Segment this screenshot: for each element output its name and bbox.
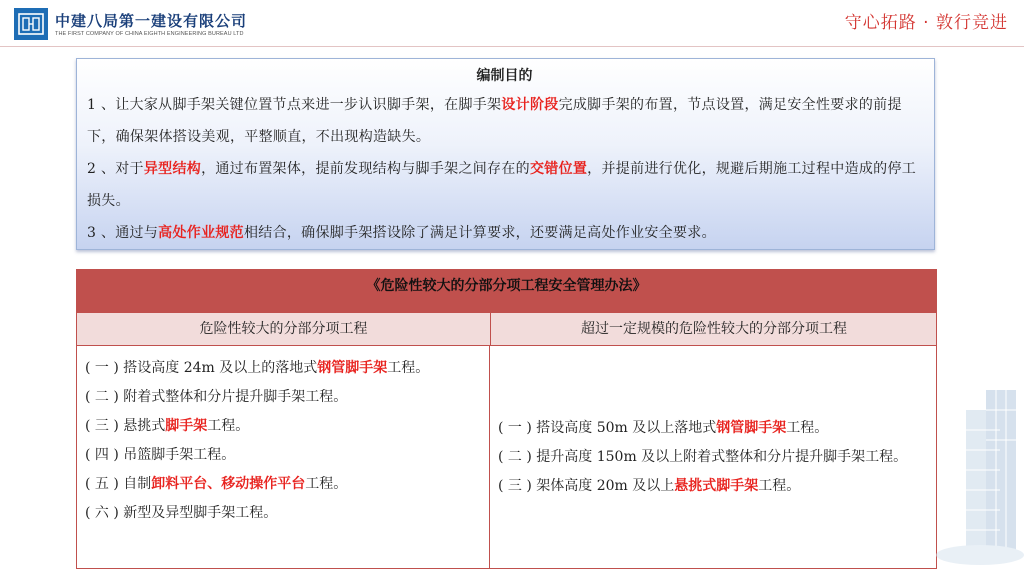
table-cell-col1 (77, 346, 490, 569)
item-text: 工程。 (786, 420, 829, 436)
list-item (85, 383, 479, 412)
list-item (498, 414, 926, 443)
item-text: 工程。 (387, 360, 430, 376)
item-text: ( 六 ) 新型及异型脚手架工程。 (85, 505, 278, 521)
item-highlight: 钢管脚手架 (317, 360, 388, 376)
cscec-logo-icon (14, 8, 48, 40)
item-text: ( 一 ) 搭设高度 24m 及以上的落地式 (85, 360, 318, 376)
item-text: ( 五 ) 自制 (85, 476, 152, 492)
regulation-table (76, 269, 937, 569)
list-item (498, 443, 926, 472)
item-text: ( 一 ) 搭设高度 50m 及以上落地式 (498, 420, 717, 436)
item-text: 工程。 (207, 418, 250, 434)
purpose-highlight: 异型结构 (143, 161, 202, 177)
purpose-title: 编制目的 (476, 68, 533, 84)
purpose-highlight: 设计阶段 (501, 97, 559, 113)
item-text: ( 四 ) 吊篮脚手架工程。 (85, 447, 236, 463)
list-item (498, 472, 926, 501)
slogan: 守心拓路 · 敦行竞进 (844, 13, 1008, 33)
table-title: 《危险性较大的分部分项工程安全管理办法》 (77, 270, 936, 313)
table-header-col2: 超过一定规模的危险性较大的分部分项工程 (581, 321, 847, 337)
table-cell-col2 (490, 346, 936, 569)
purpose-highlight: 高处作业规范 (158, 225, 244, 241)
company-name-cn: 中建八局第一建设有限公司 (55, 12, 248, 30)
item-text: 工程。 (758, 478, 801, 494)
building-illustration (936, 390, 1024, 570)
item-highlight: 悬挑式脚手架 (674, 478, 759, 494)
item-highlight: 脚手架 (165, 418, 208, 434)
header-divider (0, 46, 1024, 47)
purpose-text: 相结合，确保脚手架搭设除了满足计算要求，还要满足高处作业安全要求。 (243, 225, 716, 241)
purpose-text: ，并提前进行优化，规避后期施工过程中造成的停工损失。 (87, 161, 917, 209)
list-item (85, 499, 479, 528)
item-text: 工程。 (305, 476, 348, 492)
purpose-text: 1 、让大家从脚手架关键位置节点来进一步认识脚手架，在脚手架 (87, 97, 502, 113)
purpose-item-3 (87, 217, 922, 249)
purpose-text: 2 、对于 (87, 161, 144, 177)
item-text: ( 二 ) 提升高度 150m 及以上附着式整体和分片提升脚手架工程。 (498, 449, 908, 465)
item-text: ( 二 ) 附着式整体和分片提升脚手架工程。 (85, 389, 348, 405)
list-item (85, 354, 479, 383)
purpose-text: ，通过布置架体，提前发现结构与脚手架之间存在的 (201, 161, 530, 177)
list-item (85, 470, 479, 499)
item-text: ( 三 ) 悬挑式 (85, 418, 166, 434)
table-header-col1: 危险性较大的分部分项工程 (77, 313, 491, 345)
list-item (85, 441, 479, 470)
purpose-item-1 (87, 89, 922, 153)
item-highlight: 卸料平台、移动操作平台 (151, 476, 306, 492)
purpose-text: 3 、通过与 (87, 225, 159, 241)
list-item (85, 412, 479, 441)
page-header (0, 0, 1024, 46)
table-body-row (77, 346, 936, 569)
purpose-item-2 (87, 153, 922, 217)
purpose-box (76, 58, 935, 250)
purpose-highlight: 交错位置 (529, 161, 588, 177)
table-header-row (77, 313, 936, 346)
item-text: ( 三 ) 架体高度 20m 及以上 (498, 478, 675, 494)
item-highlight: 钢管脚手架 (716, 420, 787, 436)
company-name-en: THE FIRST COMPANY OF CHINA EIGHTH ENGINEERING BUREAU LTD (55, 31, 244, 37)
purpose-text: 完成脚手架的布置，节点设置，满足安全性要求的前提下，确保架体搭设美观，平整顺直，不出现构造缺失。 (87, 97, 902, 145)
